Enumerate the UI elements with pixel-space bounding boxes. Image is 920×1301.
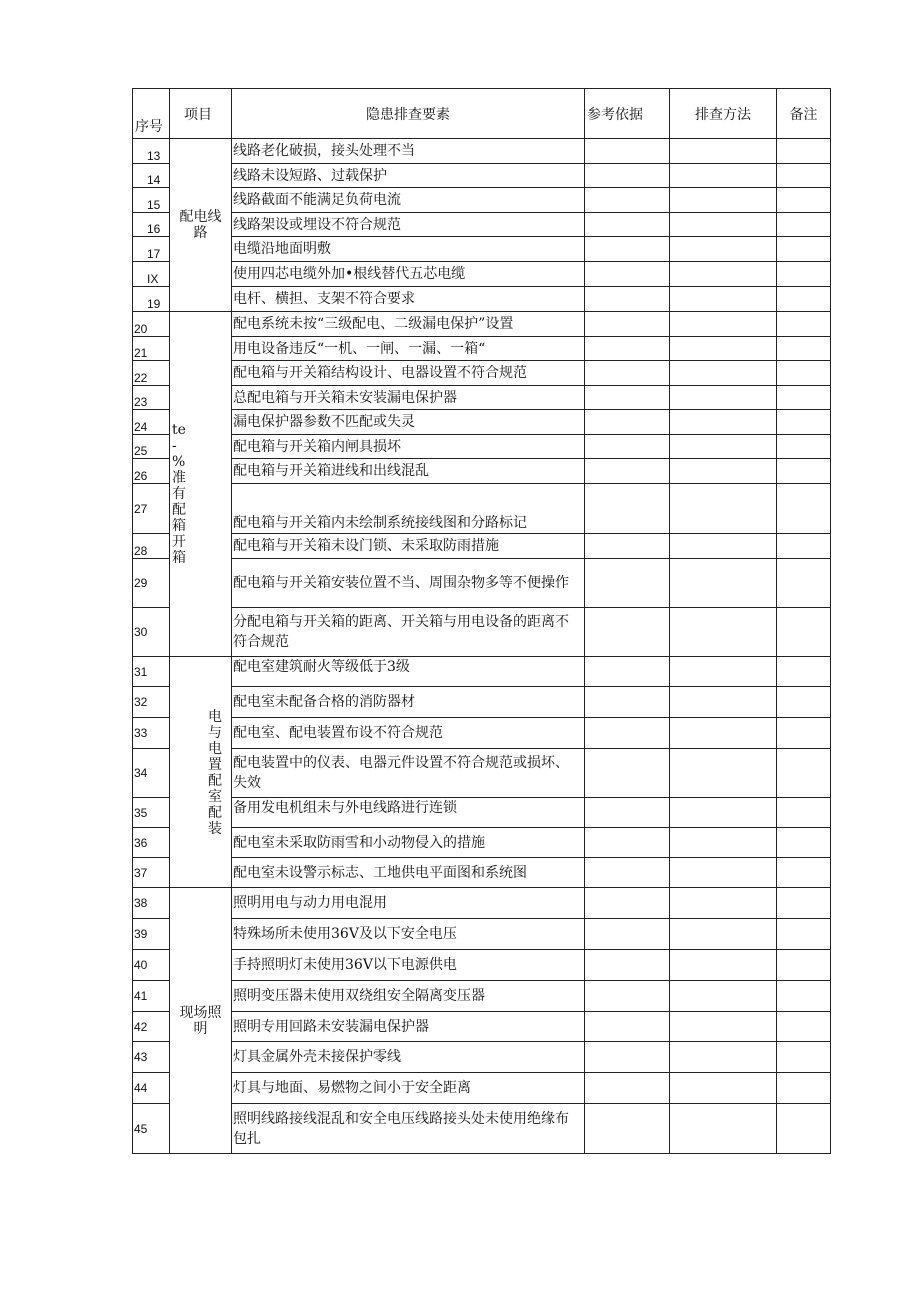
table-row [133,1012,831,1042]
row-number: 39 [133,919,170,950]
hazard-item: 线路架设或埋设不符合规范 [232,213,585,237]
table-row [133,888,831,919]
note-cell[interactable] [777,287,831,312]
reference-cell[interactable] [585,798,670,828]
hazard-item: 线路未设短路、过载保护 [232,164,585,188]
hazard-item: 配电室未配备合格的消防器材 [232,687,585,718]
note-cell[interactable] [777,312,831,337]
row-number: 41 [133,981,170,1012]
table-row [133,534,831,559]
table-row [133,1042,831,1073]
header-method: 排查方法 [670,89,777,139]
table-row [133,213,831,237]
table-row [133,749,831,798]
reference-cell[interactable] [585,749,670,798]
hazard-item: 电缆沿地面明敷 [232,237,585,262]
reference-cell[interactable] [585,386,670,410]
hazard-item: 用电设备违反“一机、一闸、一漏、一箱“ [232,337,585,361]
row-number: 23 [133,386,170,410]
row-number: 21 [133,337,170,361]
header-note: 备注 [777,89,831,139]
note-cell[interactable] [777,386,831,410]
hazard-item: 灯具金属外壳未接保护零线 [232,1042,585,1073]
reference-cell[interactable] [585,188,670,213]
table-row [133,919,831,950]
hazard-item: 手持照明灯未使用36V以下电源供电 [232,950,585,981]
method-cell[interactable] [670,213,777,237]
method-cell[interactable] [670,262,777,287]
note-cell[interactable] [777,1104,831,1154]
row-number: 27 [133,484,170,534]
note-cell[interactable] [777,188,831,213]
header-item: 隐患排查要素 [232,89,585,139]
table-row [133,337,831,361]
method-cell[interactable] [670,361,777,386]
table-row [133,687,831,718]
reference-cell[interactable] [585,139,670,164]
reference-cell[interactable] [585,888,670,919]
reference-cell[interactable] [585,950,670,981]
note-cell[interactable] [777,237,831,262]
hazard-item: 配电装置中的仪表、电器元件设置不符合规范或损坏、失效 [232,749,585,798]
row-number: 37 [133,858,170,888]
hazard-item: 配电室、配电装置布设不符合规范 [232,718,585,749]
row-number: 15 [133,188,170,213]
method-cell[interactable] [670,919,777,950]
reference-cell[interactable] [585,1104,670,1154]
row-number: 16 [133,213,170,237]
row-number: 32 [133,687,170,718]
row-number: 28 [133,534,170,559]
method-cell[interactable] [670,337,777,361]
method-cell[interactable] [670,608,777,657]
table-row [133,858,831,888]
method-cell[interactable] [670,950,777,981]
hazard-item: 特殊场所未使用36V及以下安全电压 [232,919,585,950]
reference-cell[interactable] [585,484,670,534]
reference-cell[interactable] [585,608,670,657]
header-category: 项目 [170,89,232,139]
reference-cell[interactable] [585,718,670,749]
reference-cell[interactable] [585,164,670,188]
table-row [133,262,831,287]
row-number: 40 [133,950,170,981]
hazard-item: 备用发电机组未与外电线路进行连锁 [232,798,585,828]
note-cell[interactable] [777,213,831,237]
note-cell[interactable] [777,139,831,164]
note-cell[interactable] [777,337,831,361]
row-number: 38 [133,888,170,919]
header-seq: 序号 [133,89,170,139]
table-row [133,828,831,858]
method-cell[interactable] [670,828,777,858]
row-number: IX [133,262,170,287]
hazard-item: 照明专用回路未安装漏电保护器 [232,1012,585,1042]
hazard-item: 配电室未采取防雨雪和小动物侵入的措施 [232,828,585,858]
category-cell: 现场照明 [170,888,232,1154]
method-cell[interactable] [670,858,777,888]
reference-cell[interactable] [585,262,670,287]
table-row [133,188,831,213]
method-cell[interactable] [670,287,777,312]
method-cell[interactable] [670,237,777,262]
hazard-item: 分配电箱与开关箱的距离、开关箱与用电设备的距离不符合规范 [232,608,585,657]
table-row [133,237,831,262]
header-row [133,89,831,139]
hazard-item: 使用四芯电缆外加•根线替代五芯电缆 [232,262,585,287]
method-cell[interactable] [670,798,777,828]
method-cell[interactable] [670,657,777,687]
reference-cell[interactable] [585,1073,670,1104]
hazard-item: 漏电保护器参数不匹配或失灵 [232,410,585,435]
note-cell[interactable] [777,164,831,188]
reference-cell[interactable] [585,337,670,361]
reference-cell[interactable] [585,435,670,459]
table-row [133,798,831,828]
hazard-item: 配电箱与开关箱内闸具损坏 [232,435,585,459]
row-number: 31 [133,657,170,687]
table-row [133,435,831,459]
note-cell[interactable] [777,262,831,287]
note-cell[interactable] [777,981,831,1012]
reference-cell[interactable] [585,1012,670,1042]
table-row [133,361,831,386]
note-cell[interactable] [777,484,831,534]
method-cell[interactable] [670,1012,777,1042]
note-cell[interactable] [777,687,831,718]
row-number: 36 [133,828,170,858]
note-cell[interactable] [777,798,831,828]
row-number: 29 [133,559,170,608]
hazard-item: 配电箱与开关箱结构设计、电器设置不符合规范 [232,361,585,386]
row-number: 33 [133,718,170,749]
note-cell[interactable] [777,657,831,687]
note-cell[interactable] [777,858,831,888]
reference-cell[interactable] [585,559,670,608]
row-number: 14 [133,164,170,188]
note-cell[interactable] [777,1042,831,1073]
note-cell[interactable] [777,559,831,608]
table-row [133,1104,831,1154]
note-cell[interactable] [777,608,831,657]
row-number: 25 [133,435,170,459]
hazard-item: 配电箱与开关箱进线和出线混乱 [232,459,585,484]
row-number: 19 [133,287,170,312]
reference-cell[interactable] [585,534,670,559]
hazard-item: 配电箱与开关箱安装位置不当、周围杂物多等不便操作 [232,559,585,608]
table-row [133,718,831,749]
table-row [133,139,831,164]
hazard-item: 配电室未设警示标志、工地供电平面图和系统图 [232,858,585,888]
reference-cell[interactable] [585,858,670,888]
method-cell[interactable] [670,687,777,718]
hazard-item: 线路截面不能满足负荷电流 [232,188,585,213]
hazard-item: 照明用电与动力用电混用 [232,888,585,919]
category-cell [170,657,232,888]
table-row [133,1073,831,1104]
method-cell[interactable] [670,484,777,534]
row-number: 22 [133,361,170,386]
table-row [133,981,831,1012]
reference-cell[interactable] [585,828,670,858]
method-cell[interactable] [670,718,777,749]
row-number: 13 [133,139,170,164]
method-cell[interactable] [670,164,777,188]
header-reference: 参考依据 [585,89,670,139]
table-row [133,287,831,312]
table-row [133,559,831,608]
reference-cell[interactable] [585,410,670,435]
method-cell[interactable] [670,749,777,798]
method-cell[interactable] [670,534,777,559]
category-label: te-%准有配箱开箱 [172,422,186,566]
row-number: 24 [133,410,170,435]
row-number: 44 [133,1073,170,1104]
note-cell[interactable] [777,410,831,435]
reference-cell[interactable] [585,361,670,386]
row-number: 17 [133,237,170,262]
reference-cell[interactable] [585,981,670,1012]
row-number: 43 [133,1042,170,1073]
table-row [133,410,831,435]
inspection-table-sheet [132,88,830,1154]
hazard-item: 照明变压器未使用双绕组安全隔离变压器 [232,981,585,1012]
method-cell[interactable] [670,1104,777,1154]
row-number: 26 [133,459,170,484]
hazard-item: 电杆、横担、支架不符合要求 [232,287,585,312]
method-cell[interactable] [670,312,777,337]
note-cell[interactable] [777,888,831,919]
note-cell[interactable] [777,1073,831,1104]
note-cell[interactable] [777,749,831,798]
method-cell[interactable] [670,188,777,213]
hazard-item: 总配电箱与开关箱未安装漏电保护器 [232,386,585,410]
table-row [133,950,831,981]
reference-cell[interactable] [585,459,670,484]
reference-cell[interactable] [585,237,670,262]
note-cell[interactable] [777,459,831,484]
hazard-item: 配电系统未按“三级配电、二级漏电保护”设置 [232,312,585,337]
note-cell[interactable] [777,828,831,858]
reference-cell[interactable] [585,312,670,337]
category-cell: 配电线路 [170,139,232,312]
method-cell[interactable] [670,139,777,164]
note-cell[interactable] [777,919,831,950]
hazard-item: 配电室建筑耐火等级低于3级 [232,657,585,687]
table-row [133,164,831,188]
method-cell[interactable] [670,1042,777,1073]
row-number: 34 [133,749,170,798]
hazard-item: 灯具与地面、易燃物之间小于安全距离 [232,1073,585,1104]
note-cell[interactable] [777,361,831,386]
table-row [133,484,831,534]
reference-cell[interactable] [585,919,670,950]
row-number: 42 [133,1012,170,1042]
row-number: 35 [133,798,170,828]
hazard-item: 配电箱与开关箱内未绘制系统接线图和分路标记 [232,484,585,534]
hazard-item: 配电箱与开关箱未设门锁、未采取防雨措施 [232,534,585,559]
row-number: 45 [133,1104,170,1154]
table-row [133,608,831,657]
hazard-item: 线路老化破损，接头处理不当 [232,139,585,164]
reference-cell[interactable] [585,657,670,687]
reference-cell[interactable] [585,1042,670,1073]
note-cell[interactable] [777,534,831,559]
method-cell[interactable] [670,435,777,459]
method-cell[interactable] [670,410,777,435]
note-cell[interactable] [777,435,831,459]
table-row [133,459,831,484]
category-cell [170,312,232,657]
row-number: 30 [133,608,170,657]
hazard-inspection-table [132,88,831,1154]
reference-cell[interactable] [585,687,670,718]
hazard-item: 照明线路接线混乱和安全电压线路接头处未使用绝缘布包扎 [232,1104,585,1154]
note-cell[interactable] [777,1012,831,1042]
table-row [133,386,831,410]
method-cell[interactable] [670,459,777,484]
method-cell[interactable] [670,386,777,410]
note-cell[interactable] [777,718,831,749]
row-number: 20 [133,312,170,337]
method-cell[interactable] [670,1073,777,1104]
reference-cell[interactable] [585,213,670,237]
table-row [133,657,831,687]
category-label: 电与电置配室配装 [208,709,222,837]
table-row [133,312,831,337]
method-cell[interactable] [670,888,777,919]
method-cell[interactable] [670,981,777,1012]
reference-cell[interactable] [585,287,670,312]
note-cell[interactable] [777,950,831,981]
method-cell[interactable] [670,559,777,608]
